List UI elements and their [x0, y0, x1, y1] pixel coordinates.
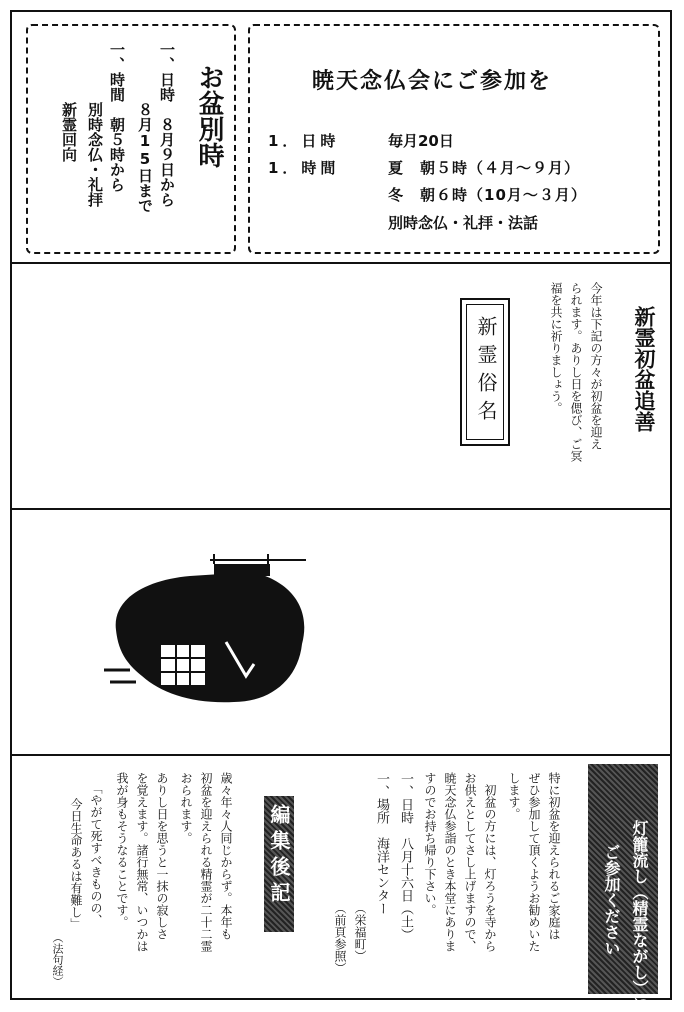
gyoten-summer: 夏 朝５時（４月～９月）: [388, 159, 581, 177]
henshu-c4: ありし日を思うと一抹の寂しさ: [155, 772, 169, 940]
toro-c4: 初盆の方には、灯ろうを寺から: [483, 784, 497, 952]
divider-3: [12, 754, 670, 756]
obon-item2b: 別時念仏・礼拝: [86, 102, 104, 207]
divider-1: [12, 262, 670, 264]
toro-c7: すのでお持ち帰り下さい。: [423, 772, 437, 916]
toro-c6: 暁天念仏参詣のとき本堂にありま: [443, 772, 457, 952]
newsletter-page: [10, 10, 672, 1012]
toro-c1: 特に初盆を迎えられるご家庭は: [547, 772, 561, 940]
henshu-c3: おられます。: [179, 772, 193, 844]
gyoten-time-label: 1．時間: [268, 159, 340, 177]
gyoten-box: [248, 24, 660, 254]
shinrei-body-2: られます。ありし日を偲び、ご冥: [569, 282, 583, 462]
obon-box: [26, 24, 236, 254]
obon-item1: 一、日時 ８月９日から: [158, 42, 176, 207]
gyoten-title: 暁天念仏会にご参加を: [312, 69, 553, 94]
henshu-c2: 初盆を迎えられる精霊が二十二霊: [199, 772, 213, 952]
henshu-title-block: [264, 796, 294, 932]
toro-banner-line-1: 灯籠流し（精霊ながし）に: [630, 820, 649, 1012]
shinrei-name-label: 新霊俗名: [474, 316, 498, 428]
shinrei-title: 新霊初盆追善: [632, 306, 656, 432]
obon-title: お盆別時: [194, 64, 224, 168]
obon-item1b: ８月15日まで: [136, 102, 154, 213]
henshu-c1: 歳々年々人同じからず。本年も: [219, 772, 233, 940]
toro-banner: [588, 764, 658, 1012]
divider-2: [12, 508, 670, 510]
toro-c11: （前頁参照）: [333, 902, 347, 974]
toro-c2: ぜひ参加して頂くようお勧めいた: [527, 772, 541, 952]
henshu-c5: を覚えます。諸行無常、いつかは: [135, 772, 149, 952]
toro-c5: お供えとしてさし上げますので、: [463, 772, 477, 952]
gyoten-winter: 冬 朝６時（10月～３月）: [388, 186, 587, 204]
henshu-c9: （法句経）: [51, 932, 64, 987]
obon-item2c: 新霊回向: [60, 102, 78, 162]
gyoten-date-value: 毎月20日: [388, 132, 454, 150]
henshu-c6: 我が身もそうなることです。: [115, 772, 129, 928]
toro-banner-line-2: ご参加ください: [602, 844, 621, 956]
toro-c3: します。: [507, 772, 521, 820]
gyoten-program: 別時念仏・礼拝・法話: [388, 214, 539, 232]
henshu-title: 編集後記: [267, 804, 291, 908]
toro-c8: 一、日時 八月十六日（土）: [398, 772, 413, 941]
shinrei-name-box: [460, 298, 510, 446]
toro-c9: 一、場所 海洋センター: [374, 772, 389, 915]
henshu-c7: 「やがて死すべきものの、: [89, 782, 103, 926]
lantern-illustration: [102, 552, 322, 712]
shinrei-body-1: 今年は下記の方々が初盆を迎え: [589, 282, 603, 450]
henshu-c8: 今日生命あるは有難し」: [69, 798, 83, 930]
shinrei-body-3: 福を共に祈りましょう。: [549, 282, 563, 414]
obon-item2: 一、時間 朝５時から: [108, 42, 126, 192]
gyoten-date-label: 1．日時: [268, 132, 340, 150]
toro-c10: （栄福町）: [353, 902, 367, 962]
